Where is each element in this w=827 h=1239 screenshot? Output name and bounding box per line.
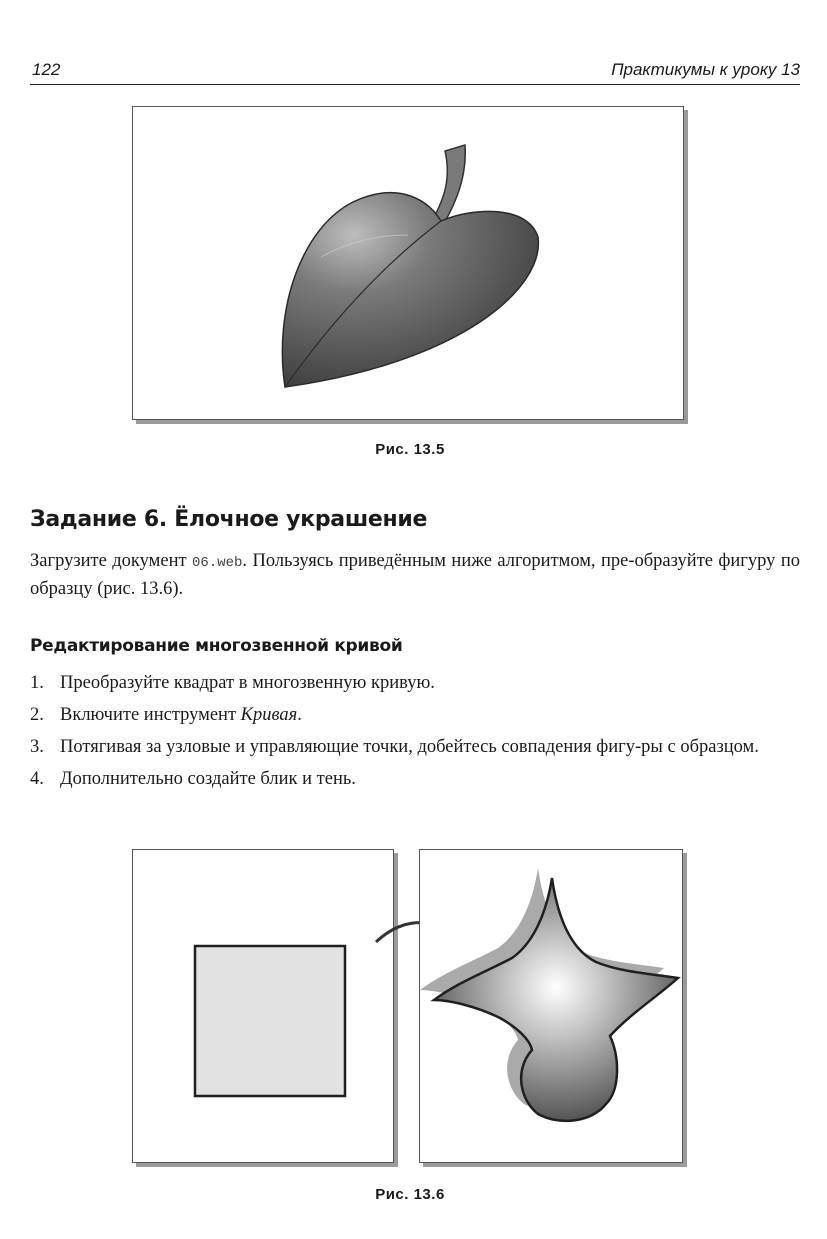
section-subheading: Редактирование многозвенной кривой (30, 636, 403, 656)
square-illustration (133, 850, 393, 1162)
figure-square-frame (132, 849, 394, 1163)
step-number: 3. (30, 737, 44, 757)
step-number: 1. (30, 673, 44, 693)
step-tail: . (297, 705, 302, 725)
task-intro (30, 548, 800, 602)
ornament-illustration (420, 850, 682, 1162)
intro-text-before: Загрузите документ (30, 551, 192, 571)
step-text: Преобразуйте квадрат в многозвенную кривую. (60, 673, 435, 693)
running-title: Практикумы к уроку 13 (611, 60, 800, 79)
figure-caption-13-5: Рис. 13.5 (375, 441, 445, 458)
step-text: Потягивая за узловые и управляющие точки, добейтесь совпадения фигу-ры с образцом. (60, 737, 759, 757)
square-shape (195, 946, 345, 1096)
step-number: 2. (30, 705, 44, 725)
file-name: 06.web (191, 555, 243, 571)
list-item (30, 702, 800, 728)
list-item (30, 670, 800, 696)
list-item (30, 766, 800, 792)
page-number: 122 (32, 60, 61, 79)
step-text: Включите инструмент (60, 705, 241, 725)
figure-ornament-frame (419, 849, 683, 1163)
task-heading: Задание 6. Ёлочное украшение (30, 507, 428, 532)
list-item (30, 734, 800, 760)
ornament-shape (434, 878, 678, 1121)
figure-caption-13-6: Рис. 13.6 (375, 1186, 445, 1203)
leaf-illustration (133, 107, 683, 419)
step-text: Дополнительно создайте блик и тень. (60, 769, 356, 789)
tool-name: Кривая (240, 705, 298, 725)
step-number: 4. (30, 769, 44, 789)
page-header (30, 58, 800, 85)
intro-text-after: . Пользуясь приведённым ниже алгоритмом, пре-образуйте фигуру по образцу (рис. 13.6). (30, 551, 800, 599)
figure-leaf (132, 106, 684, 420)
steps-list (30, 670, 800, 798)
leaf-stem (433, 145, 465, 225)
leaf-body (282, 193, 538, 387)
